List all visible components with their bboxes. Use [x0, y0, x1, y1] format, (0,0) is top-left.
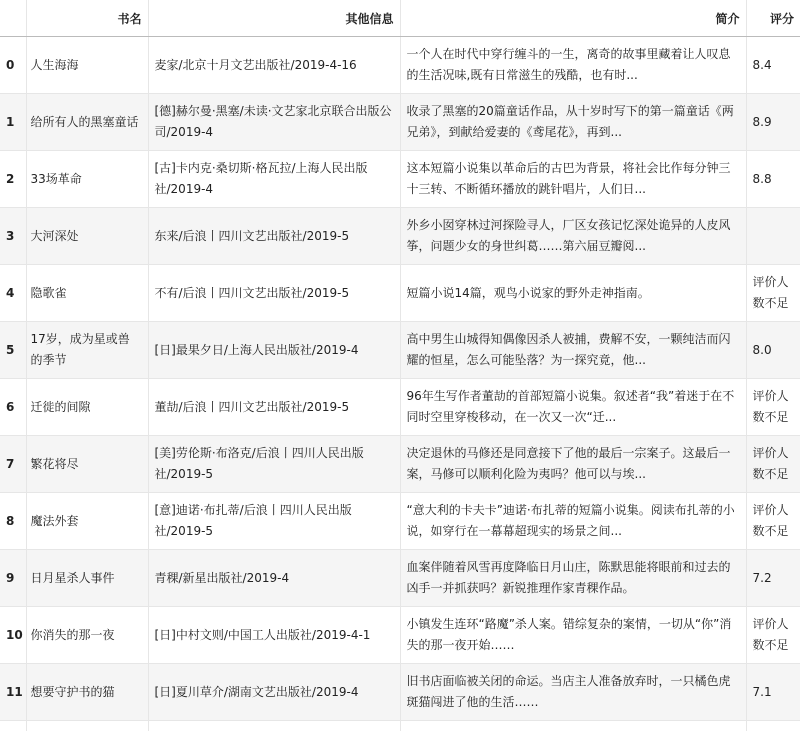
row-index: 0 [0, 37, 26, 94]
book-rating: 评价人数不足 [746, 379, 800, 436]
table-row [0, 664, 800, 721]
book-summary: 收录了黑塞的20篇童话作品，从十岁时写下的第一篇童话《两兄弟》，到献给爱妻的《鸢尾花》，再到... [407, 101, 740, 143]
book-rating: 8.8 [746, 151, 800, 208]
table-row [0, 493, 800, 550]
book-title: 你消失的那一夜 [26, 607, 148, 664]
book-rating: 评价人数不足 [746, 436, 800, 493]
book-summary-cell [400, 94, 746, 151]
book-summary-cell [400, 664, 746, 721]
table-row [0, 436, 800, 493]
book-rating: 7.2 [746, 550, 800, 607]
row-index: 5 [0, 322, 26, 379]
book-summary-cell [400, 265, 746, 322]
index-header [0, 0, 26, 37]
book-info: [日]中村文则/中国工人出版社/2019-4-1 [148, 607, 400, 664]
book-summary-cell [400, 151, 746, 208]
book-info: 东来/后浪丨四川文艺出版社/2019-5 [148, 208, 400, 265]
row-index: 11 [0, 664, 26, 721]
book-rating: 8.0 [746, 322, 800, 379]
row-index: 2 [0, 151, 26, 208]
book-rating [746, 208, 800, 265]
row-index: 1 [0, 94, 26, 151]
book-rating: 评价人数不足 [746, 265, 800, 322]
table-row [0, 550, 800, 607]
book-rating: 8.9 [746, 94, 800, 151]
book-title: 大河深处 [26, 208, 148, 265]
book-info: [日]夏川草介/湖南文艺出版社/2019-4 [148, 664, 400, 721]
table-row [0, 151, 800, 208]
book-summary: 外乡小囡穿林过河探险寻人，厂区女孩记忆深处诡异的人皮风筝，问题少女的身世纠葛……第六届豆瓣阅... [407, 215, 740, 257]
book-title: 给所有人的黑塞童话 [26, 94, 148, 151]
book-title: 33场革命 [26, 151, 148, 208]
table-row [0, 322, 800, 379]
book-rating: 评价人数不足 [746, 607, 800, 664]
row-index: 8 [0, 493, 26, 550]
book-summary: 高中男生山城得知偶像因杀人被捕，费解不安，一颗纯洁而闪耀的恒星，怎么可能坠落？为一探究竟，他... [407, 329, 740, 371]
rating-header: 评分 [746, 0, 800, 37]
row-index: 4 [0, 265, 26, 322]
book-summary: “意大利的卡夫卡”迪诺·布扎蒂的短篇小说集。阅读布扎蒂的小说，如穿行在一幕幕超现实的场景之间... [407, 500, 740, 542]
book-info: 董劼/后浪丨四川文艺出版社/2019-5 [148, 379, 400, 436]
book-summary: 96年生写作者董劼的首部短篇小说集。叙述者“我”着迷于在不同时空里穿梭移动，在一次又一次“迁... [407, 386, 740, 428]
table-header-row [0, 0, 800, 37]
book-title: 繁花将尽 [26, 436, 148, 493]
book-title: 17岁，成为星或兽的季节 [26, 322, 148, 379]
table-row [0, 37, 800, 94]
book-summary-cell [400, 550, 746, 607]
book-summary-cell [400, 493, 746, 550]
row-index: 3 [0, 208, 26, 265]
book-info: [日]最果夕日/上海人民出版社/2019-4 [148, 322, 400, 379]
book-info: [美]劳伦斯·布洛克/后浪丨四川人民出版社/2019-5 [148, 436, 400, 493]
book-summary: 一个人在时代中穿行缠斗的一生，离奇的故事里藏着让人叹息的生活况味,既有日常滋生的残酷，也有时... [407, 44, 740, 86]
book-title: 魔法外套 [26, 493, 148, 550]
book-info: [德]赫尔曼·黑塞/未读·文艺家北京联合出版公司/2019-4 [148, 94, 400, 151]
book-info: 青稞/新星出版社/2019-4 [148, 550, 400, 607]
book-summary-cell [400, 436, 746, 493]
title-header: 书名 [26, 0, 148, 37]
book-summary-cell [400, 208, 746, 265]
info-header: 其他信息 [148, 0, 400, 37]
book-summary: 旧书店面临被关闭的命运。当店主人准备放弃时，一只橘色虎斑猫闯进了他的生活…… [407, 671, 740, 713]
row-index: 6 [0, 379, 26, 436]
book-rating: 评价人数不足 [746, 493, 800, 550]
summary-header: 简介 [400, 0, 746, 37]
book-title: 迁徙的间隙 [26, 379, 148, 436]
book-summary: 决定退休的马修还是同意接下了他的最后一宗案子。这最后一案，马修可以顺利化险为夷吗？他可以与埃... [407, 443, 740, 485]
book-summary: 血案伴随着风雪再度降临日月山庄，陈默思能将眼前和过去的凶手一并抓获吗？新锐推理作家青稞作品。 [407, 557, 740, 599]
book-title: 想要守护书的猫 [26, 664, 148, 721]
table-row [0, 379, 800, 436]
book-info: 麦家/北京十月文艺出版社/2019-4-16 [148, 37, 400, 94]
book-rating: 8.4 [746, 37, 800, 94]
book-summary-cell [400, 607, 746, 664]
table-row [0, 208, 800, 265]
book-info: 不有/后浪丨四川文艺出版社/2019-5 [148, 265, 400, 322]
row-index: 10 [0, 607, 26, 664]
table-row [0, 265, 800, 322]
book-summary: 小镇发生连环“路魔”杀人案。错综复杂的案情，一切从“你”消失的那一夜开始…… [407, 614, 740, 656]
book-title: 人生海海 [26, 37, 148, 94]
table-row [0, 94, 800, 151]
book-rating: 7.1 [746, 664, 800, 721]
book-summary-cell [400, 322, 746, 379]
book-info: [意]迪诺·布扎蒂/后浪丨四川人民出版社/2019-5 [148, 493, 400, 550]
table-row [0, 607, 800, 664]
book-summary-cell [400, 379, 746, 436]
book-title: 日月星杀人事件 [26, 550, 148, 607]
row-index: 9 [0, 550, 26, 607]
book-summary-cell [400, 37, 746, 94]
book-title: 隐歌雀 [26, 265, 148, 322]
book-info: [古]卡内克·桑切斯·格瓦拉/上海人民出版社/2019-4 [148, 151, 400, 208]
book-summary: 短篇小说14篇，观鸟小说家的野外走神指南。 [407, 283, 740, 304]
row-index: 7 [0, 436, 26, 493]
book-summary: 这本短篇小说集以革命后的古巴为背景，将社会比作每分钟三十三转、不断循环播放的跳针唱片，人们日... [407, 158, 740, 200]
